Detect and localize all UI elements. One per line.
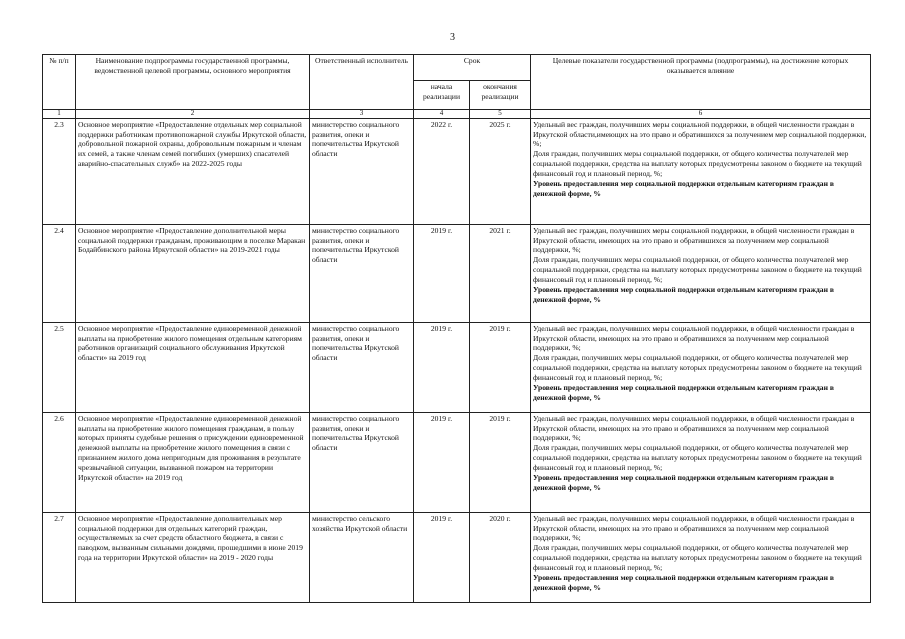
col-number: 1 <box>43 110 76 119</box>
row-targets <box>531 322 871 412</box>
row-executor: министерство сельского хозяйства Иркутской области <box>310 512 414 602</box>
header-targets: Целевые показатели государственной программы (подпрограммы), на достижение которых оказывается влияние <box>531 55 871 110</box>
row-targets <box>531 118 871 224</box>
row-executor: министерство социального развития, опеки и попечительства Иркутской области <box>310 412 414 512</box>
header-executor: Ответственный исполнитель <box>310 55 414 110</box>
row-name: Основное мероприятие «Предоставление дополнительных мер социальной поддержки для отдельных категорий граждан, осуществляемых за счет средств областного бюджета, в связи с паводком, вызванным сильными дождями, прошедшими в июне 2019 года на территории Иркутской области» на 2019 - 2020 годы <box>76 512 310 602</box>
row-name: Основное мероприятие «Предоставление единовременной денежной выплаты на приобретение жилого помещения отдельным категориям работников организаций социального обслуживания Иркутской области» на 2019 год <box>76 322 310 412</box>
row-end: 2020 г. <box>470 512 531 602</box>
row-end: 2019 г. <box>470 412 531 512</box>
header-name: Наименование подпрограммы государственной программы, ведомственной целевой программы, основного мероприятия <box>76 55 310 110</box>
column-numbers-row <box>43 110 871 119</box>
indicator-proportion: Доля граждан, получивших меры социальной поддержки, от общего количества получателей мер социальной поддержки, средства на выплату которых предусмотрены законом о бюджете на текущий финансовый год и плановый период, %; <box>533 255 862 284</box>
row-end: 2021 г. <box>470 224 531 322</box>
row-num: 2.6 <box>43 412 76 512</box>
row-end: 2025 г. <box>470 118 531 224</box>
header-end: окончания реализации <box>470 81 531 110</box>
row-executor: министерство социального развития, опеки и попечительства Иркутской области <box>310 224 414 322</box>
header-start: начала реализации <box>414 81 470 110</box>
indicator-level: Уровень предоставления мер социальной поддержки отдельным категориям граждан в денежной форме, % <box>533 284 834 304</box>
col-number: 5 <box>470 110 531 119</box>
row-num: 2.3 <box>43 118 76 224</box>
row-start: 2019 г. <box>414 322 470 412</box>
indicator-level: Уровень предоставления мер социальной поддержки отдельным категориям граждан в денежной форме, % <box>533 472 834 492</box>
row-num: 2.7 <box>43 512 76 602</box>
indicator-share: Удельный вес граждан, получивших меры социальной поддержки, в общей численности граждан в Иркутской области, имеющих на это право и обратившихся за получением мер социальной поддержки, %; <box>533 323 855 353</box>
indicator-proportion: Доля граждан, получивших меры социальной поддержки, от общего количества получателей мер социальной поддержки, средства на выплату которых предусмотрены законом о бюджете на текущий финансовый год и плановый период, %; <box>533 149 862 178</box>
row-name: Основное мероприятие «Предоставление отдельных мер социальной поддержки работникам противопожарной службы Иркутской области, добровольной пожарной охраны, добровольным пожарным и членам их семей, а также членам семей погибших (умерших) спасателей аварийно-спасательных служб» на 2022-2025 годы <box>76 118 310 224</box>
indicator-level: Уровень предоставления мер социальной поддержки отдельным категориям граждан в денежной форме, % <box>533 572 834 592</box>
indicator-proportion: Доля граждан, получивших меры социальной поддержки, от общего количества получателей мер социальной поддержки, средства на выплату которых предусмотрены законом о бюджете на текущий финансовый год и плановый период, %; <box>533 543 862 572</box>
row-executor: министерство социального развития, опеки и попечительства Иркутской области <box>310 118 414 224</box>
table-row <box>43 224 871 322</box>
indicator-level: Уровень предоставления мер социальной поддержки отдельным категориям граждан в денежной форме, % <box>533 178 834 198</box>
row-num: 2.5 <box>43 322 76 412</box>
col-number: 6 <box>531 110 871 119</box>
row-executor: министерство социального развития, опеки и попечительства Иркутской области <box>310 322 414 412</box>
row-name: Основное мероприятие «Предоставление дополнительной меры социальной поддержки гражданам, проживающим в поселке Маракан Бодайбинского района Иркутской области» на 2019-2021 годы <box>76 224 310 322</box>
program-table <box>42 54 871 603</box>
indicator-share: Удельный вес граждан, получивших меры социальной поддержки, в общей численности граждан в Иркутской области, имеющих на это право и обратившихся за получением мер социальной поддержки, %; <box>533 513 855 543</box>
row-start: 2019 г. <box>414 224 470 322</box>
header-term: Срок <box>414 55 531 81</box>
table-row <box>43 412 871 512</box>
row-end: 2019 г. <box>470 322 531 412</box>
table-row <box>43 322 871 412</box>
indicator-share: Удельный вес граждан, получивших меры социальной поддержки, в общей численности граждан в Иркутской области, имеющих на это право и обратившихся за получением мер социальной поддержки, %; <box>533 225 855 255</box>
page-number: 3 <box>450 32 455 43</box>
row-num: 2.4 <box>43 224 76 322</box>
col-number: 2 <box>76 110 310 119</box>
row-targets <box>531 512 871 602</box>
row-targets <box>531 224 871 322</box>
col-number: 4 <box>414 110 470 119</box>
header-num: № п/п <box>43 55 76 110</box>
row-start: 2019 г. <box>414 412 470 512</box>
row-targets <box>531 412 871 512</box>
table-row <box>43 512 871 602</box>
indicator-share: Удельный вес граждан, получивших меры социальной поддержки, в общей численности граждан в Иркутской области, имеющих на это право и обратившихся за получением мер социальной поддержки, %; <box>533 413 855 443</box>
row-name: Основное мероприятие «Предоставление единовременной денежной выплаты на приобретение жилого помещения гражданам, в пользу которых приняты судебные решения о присуждении единовременной денежной выплаты на приобретение жилого помещения в связи с признанием жилого дома непригодным для проживания в результате чрезвычайной ситуации, вызванной пожаром на территории Иркутской области» на 2019 год <box>76 412 310 512</box>
indicator-share: Удельный вес граждан, получивших меры социальной поддержки, в общей численности граждан в Иркутской области,имеющих на это право и обратившихся за получением мер социальной поддержки, %; <box>533 119 867 149</box>
indicator-proportion: Доля граждан, получивших меры социальной поддержки, от общего количества получателей мер социальной поддержки, средства на выплату которых предусмотрены законом о бюджете на текущий финансовый год и плановый период, %; <box>533 353 862 382</box>
indicator-proportion: Доля граждан, получивших меры социальной поддержки, от общего количества получателей мер социальной поддержки, средства на выплату которых предусмотрены законом о бюджете на текущий финансовый год и плановый период, %; <box>533 443 862 472</box>
row-start: 2019 г. <box>414 512 470 602</box>
row-start: 2022 г. <box>414 118 470 224</box>
indicator-level: Уровень предоставления мер социальной поддержки отдельным категориям граждан в денежной форме, % <box>533 382 834 402</box>
table-row <box>43 118 871 224</box>
col-number: 3 <box>310 110 414 119</box>
